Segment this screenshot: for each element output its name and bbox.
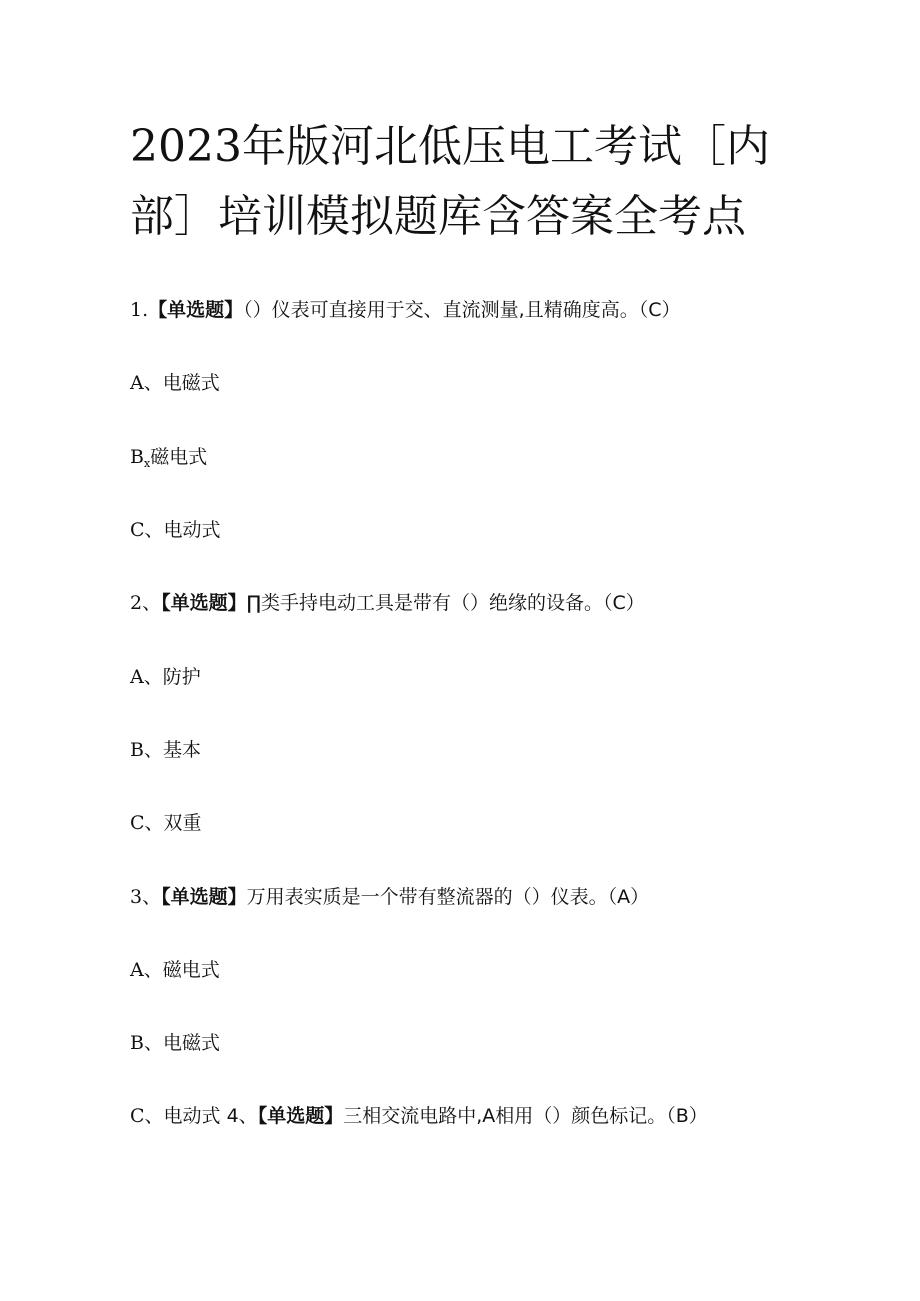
option-label: C、 bbox=[130, 812, 164, 834]
option-text: 磁电式 bbox=[162, 959, 220, 981]
option-c-and-question-4 bbox=[130, 1103, 708, 1129]
option-a bbox=[130, 370, 220, 396]
option-text-and-question-number: 电动式 4、 bbox=[163, 1105, 258, 1127]
question-type-tag: 【单选题】 bbox=[257, 1105, 344, 1127]
option-label: A、 bbox=[130, 372, 163, 394]
option-text: 双重 bbox=[163, 812, 202, 834]
option-label: C、 bbox=[130, 1105, 164, 1127]
option-a bbox=[130, 957, 220, 983]
option-c bbox=[130, 810, 202, 836]
option-label: B、 bbox=[130, 1032, 163, 1054]
option-label: A、 bbox=[130, 959, 163, 981]
option-text: 电磁式 bbox=[162, 372, 220, 394]
document-title bbox=[130, 112, 780, 252]
option-label: B、 bbox=[130, 739, 163, 761]
option-label: B bbox=[130, 446, 144, 468]
option-a bbox=[130, 664, 201, 690]
question-text: 万用表实质是一个带有整流器的（）仪表。（A） bbox=[246, 886, 650, 908]
question-type-tag: 【单选题】 bbox=[161, 886, 247, 908]
title-line-1: 2023年版河北低压电工考试［内 bbox=[130, 121, 770, 172]
question-number: 1. bbox=[130, 299, 149, 321]
option-text: 磁电式 bbox=[150, 446, 208, 468]
option-text: 基本 bbox=[162, 739, 201, 761]
title-line-2: 部］培训模拟题库含答案全考点 bbox=[130, 191, 746, 242]
question-number: 3、 bbox=[130, 886, 162, 908]
option-b bbox=[130, 1030, 220, 1056]
option-c bbox=[130, 517, 221, 543]
question-2 bbox=[130, 590, 645, 616]
option-label: A、 bbox=[130, 666, 163, 688]
question-text: （）仪表可直接用于交、直流测量,且精确度高。（C） bbox=[243, 299, 681, 321]
question-1 bbox=[130, 297, 680, 323]
question-3 bbox=[130, 884, 649, 910]
option-text: 电动式 bbox=[163, 519, 221, 541]
question-text: 三相交流电路中,A相用（）颜色标记。（B） bbox=[343, 1105, 708, 1127]
question-type-tag: 【单选题】 bbox=[161, 592, 247, 614]
question-text: ∏类手持电动工具是带有（）绝缘的设备。（C） bbox=[246, 592, 645, 614]
option-text: 防护 bbox=[162, 666, 201, 688]
option-label: C、 bbox=[130, 519, 164, 541]
option-b bbox=[130, 737, 201, 763]
option-text: 电磁式 bbox=[162, 1032, 220, 1054]
question-number: 2、 bbox=[130, 592, 162, 614]
option-label-subscript: x bbox=[143, 457, 151, 470]
question-type-tag: 【单选题】 bbox=[148, 299, 244, 321]
option-b bbox=[130, 444, 207, 477]
